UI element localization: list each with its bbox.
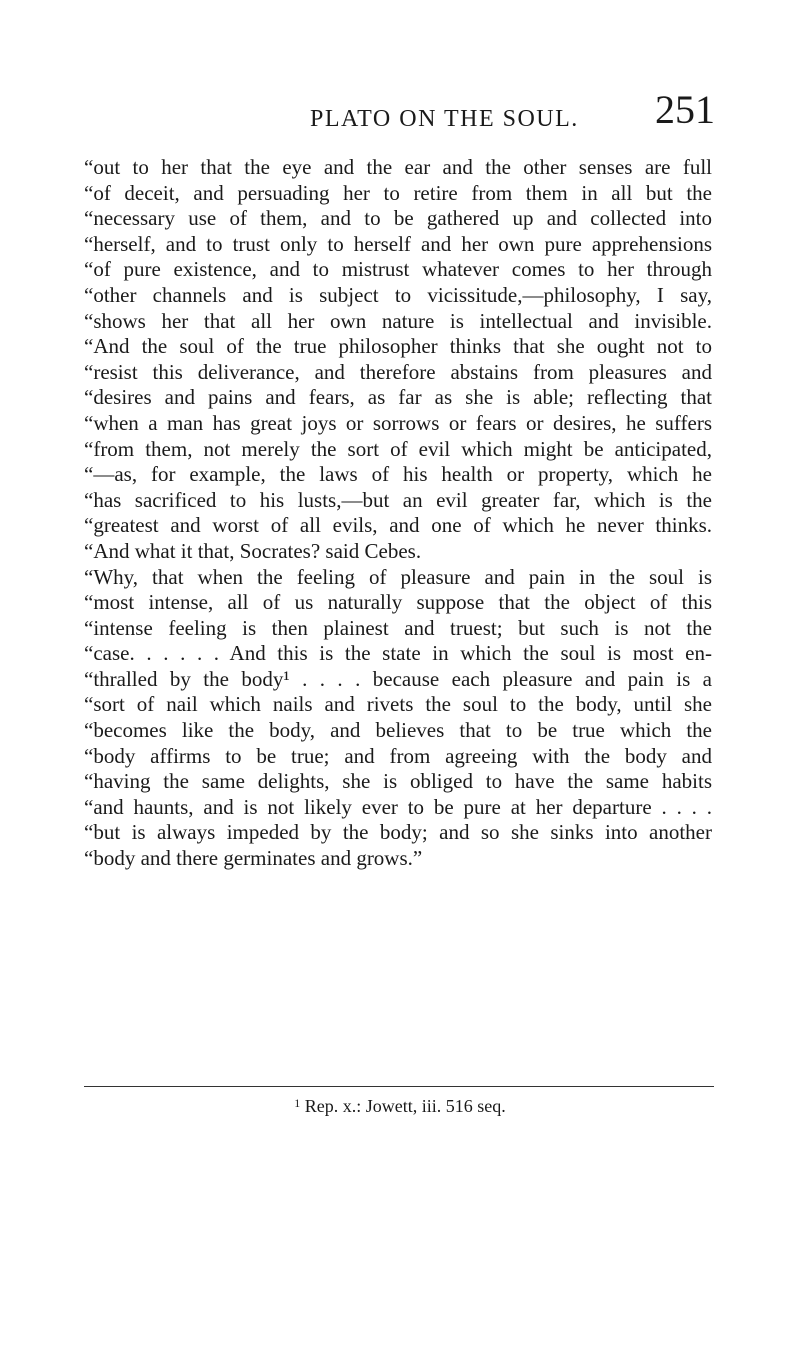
text-line: “thralled by the body¹ . . . . because each pleasure and pain is a <box>84 666 712 691</box>
text-line: “herself, and to trust only to herself and her own pure apprehensions <box>84 231 712 256</box>
text-line: “desires and pains and fears, as far as she is able; reflecting that <box>84 385 712 410</box>
text-line: “—as, for example, the laws of his health or property, which he <box>84 462 712 487</box>
footnote-marker: 1 <box>294 1096 301 1110</box>
text-line: “And what it that, Socrates? said Cebes. <box>84 538 422 563</box>
text-line: “intense feeling is then plainest and truest; but such is not the <box>84 615 712 640</box>
text-line: “of deceit, and persuading her to retire from them in all but the <box>84 180 712 205</box>
footnote <box>0 1096 800 1117</box>
text-line: “but is always impeded by the body; and so she sinks into another <box>84 820 712 845</box>
text-line: “necessary use of them, and to be gathered up and collected into <box>84 206 712 231</box>
text-line: “sort of nail which nails and rivets the soul to the body, until she <box>84 692 712 717</box>
text-line: “most intense, all of us naturally suppose that the object of this <box>84 590 712 615</box>
text-line: “And the soul of the true philosopher thinks that she ought not to <box>84 334 712 359</box>
page-number: 251 <box>655 87 715 132</box>
text-line: “greatest and worst of all evils, and one of which he never thinks. <box>84 513 712 538</box>
text-line: “resist this deliverance, and therefore abstains from pleasures and <box>84 359 712 384</box>
text-line: “Why, that when the feeling of pleasure and pain in the soul is <box>84 564 712 589</box>
body-text <box>84 155 712 872</box>
text-line: “out to her that the eye and the ear and the other senses are full <box>84 155 712 179</box>
text-line: “other channels and is subject to vicissitude,—philosophy, I say, <box>84 282 712 307</box>
text-line: “having the same delights, she is obliged to have the same habits <box>84 769 712 794</box>
text-line: “body and there germinates and grows.” <box>84 846 423 871</box>
running-title: PLATO ON THE SOUL. <box>310 106 579 132</box>
running-head <box>70 88 715 138</box>
footnote-divider <box>84 1086 714 1087</box>
text-line: “of pure existence, and to mistrust whatever comes to her through <box>84 257 712 282</box>
text-line: “and haunts, and is not likely ever to be pure at her departure . . . . <box>84 794 712 819</box>
text-line: “shows her that all her own nature is intellectual and invisible. <box>84 308 712 333</box>
text-line: “from them, not merely the sort of evil which might be anticipated, <box>84 436 712 461</box>
text-line: “case. . . . . . And this is the state in which the soul is most en- <box>84 641 712 666</box>
text-line: “becomes like the body, and believes that to be true which the <box>84 718 712 743</box>
text-line: “body affirms to be true; and from agreeing with the body and <box>84 743 712 768</box>
text-line: “when a man has great joys or sorrows or fears or desires, he suffers <box>84 410 712 435</box>
text-line: “has sacrificed to his lusts,—but an evil greater far, which is the <box>84 487 712 512</box>
footnote-text: Rep. x.: Jowett, iii. 516 seq. <box>304 1096 506 1116</box>
